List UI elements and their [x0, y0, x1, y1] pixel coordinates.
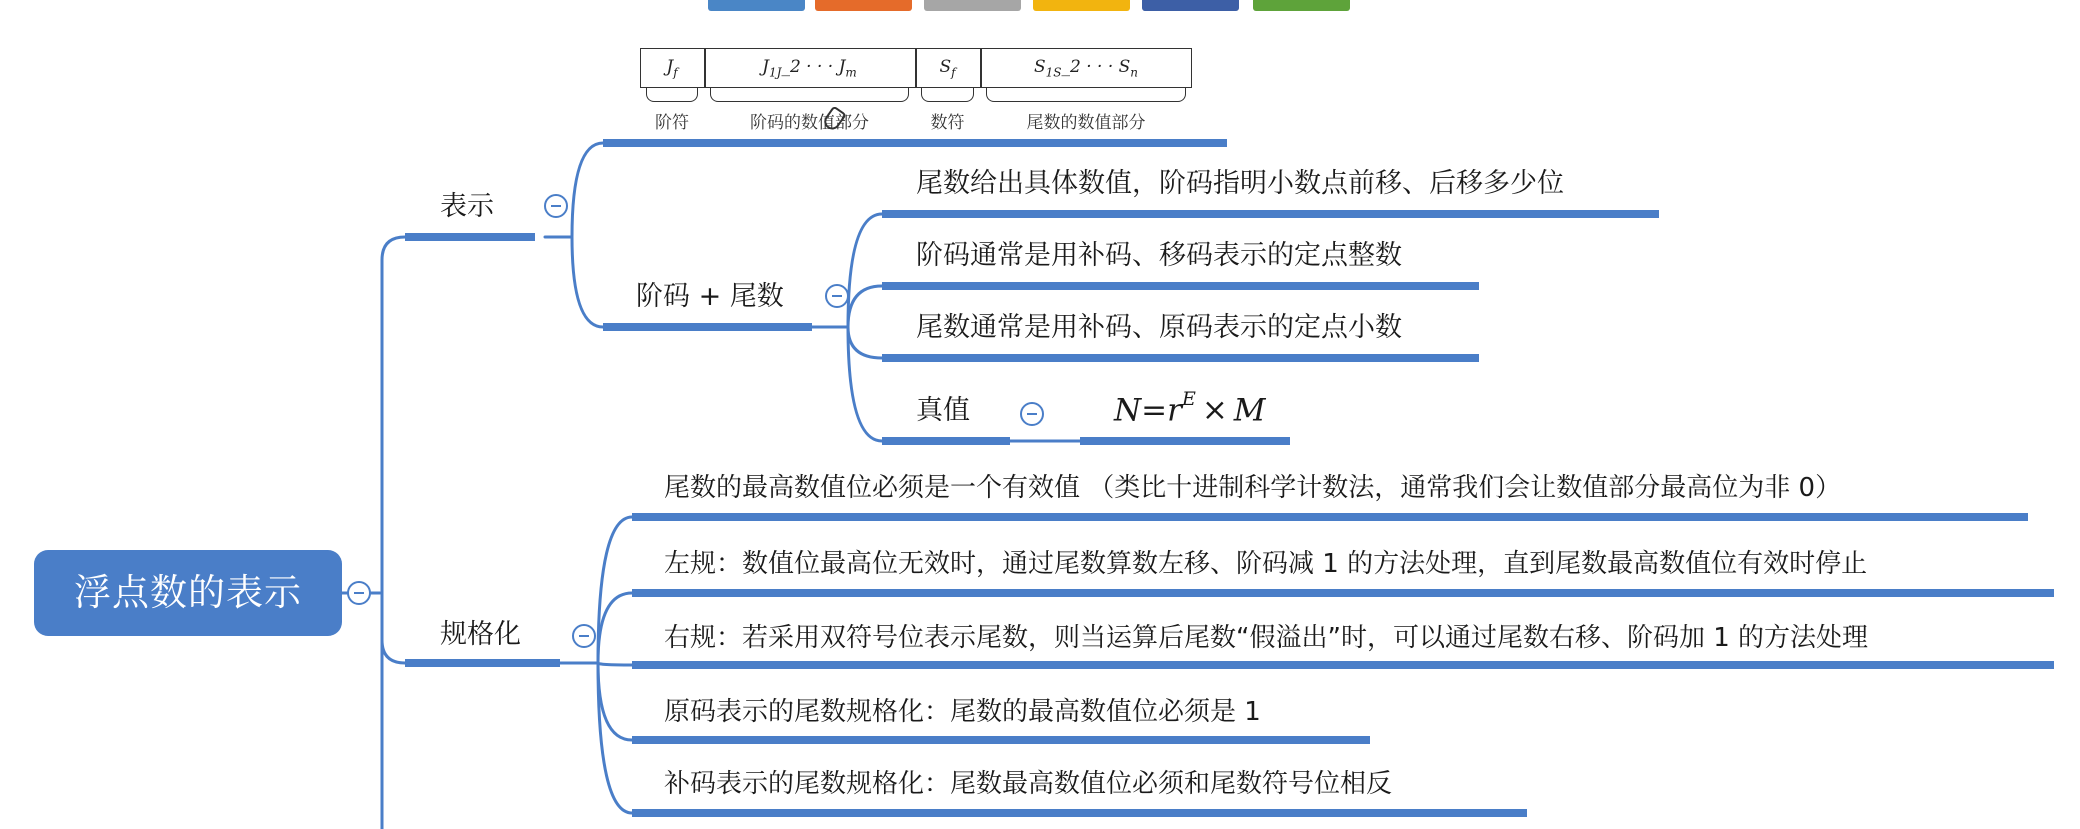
- formula-base: r: [1167, 392, 1182, 429]
- topic-representation[interactable]: [440, 190, 494, 224]
- format-brace: [710, 88, 909, 102]
- collapse-true-value-icon[interactable]: [1020, 402, 1044, 426]
- format-cell-exp-sign: $J_f$: [666, 57, 678, 80]
- format-label-exp-sign: 阶符: [655, 113, 689, 133]
- collapse-normalization-icon[interactable]: [572, 624, 596, 648]
- leaf-normalization-2[interactable]: [664, 547, 1867, 581]
- format-cell-mantissa-sign: $S_f$: [939, 57, 956, 80]
- format-brace: [646, 88, 698, 102]
- topic-representation-label: 表示: [440, 191, 494, 222]
- format-cell-exp-digits: $J_{1J}\_2$ · · · $J_m$: [762, 57, 857, 80]
- topic-exponent-mantissa[interactable]: [636, 280, 784, 314]
- leaf-text: 右规：若采用双符号位表示尾数，则当运算后尾数“假溢出”时，可以通过尾数右移、阶码加 1 的方法处理: [664, 623, 1869, 653]
- true-value-formula: [1114, 388, 1266, 429]
- leaf-normalization-5[interactable]: [664, 767, 1392, 801]
- root-topic-label: 浮点数的表示: [74, 571, 302, 614]
- float-format-diagram: [640, 48, 1192, 148]
- format-brace: [986, 88, 1186, 102]
- formula-rhs: M: [1233, 392, 1266, 429]
- leaf-text: 尾数的最高数值位必须是一个有效值 （类比十进制科学计数法，通常我们会让数值部分最高位为非 0）: [664, 473, 1842, 503]
- format-label-exp-digits: 阶码的数值部分: [750, 113, 869, 133]
- collapse-exponent-mantissa-icon[interactable]: [825, 284, 849, 308]
- leaf-text: 尾数通常是用补码、原码表示的定点小数: [916, 312, 1402, 343]
- topic-exponent-mantissa-label: 阶码 + 尾数: [636, 281, 784, 312]
- root-topic[interactable]: [34, 550, 342, 636]
- leaf-text: 左规：数值位最高位无效时，通过尾数算数左移、阶码减 1 的方法处理，直到尾数最高数值位有效时停止: [664, 549, 1868, 579]
- collapse-representation-icon[interactable]: [544, 194, 568, 218]
- leaf-exp-mantissa-1[interactable]: [916, 167, 1564, 201]
- topic-true-value-label: 真值: [916, 395, 970, 426]
- topic-normalization-label: 规格化: [440, 619, 521, 650]
- leaf-text: 原码表示的尾数规格化：尾数的最高数值位必须是 1: [664, 697, 1261, 727]
- leaf-normalization-3[interactable]: [664, 621, 1868, 655]
- leaf-text: 尾数给出具体数值，阶码指明小数点前移、后移多少位: [916, 168, 1564, 199]
- topic-normalization[interactable]: [440, 618, 521, 652]
- formula-op: ×: [1201, 392, 1228, 429]
- collapse-root-icon[interactable]: [347, 581, 371, 605]
- format-brace: [921, 88, 974, 102]
- leaf-normalization-1[interactable]: [664, 471, 1841, 505]
- topic-true-value[interactable]: [916, 394, 970, 428]
- formula-exp: E: [1181, 388, 1196, 410]
- leaf-normalization-4[interactable]: [664, 695, 1261, 729]
- leaf-exp-mantissa-3[interactable]: [916, 311, 1402, 345]
- formula-lhs: N: [1114, 392, 1142, 429]
- formula-eq: =: [1141, 392, 1168, 429]
- leaf-exp-mantissa-2[interactable]: [916, 239, 1402, 273]
- format-label-mantissa-sign: 数符: [930, 113, 965, 133]
- leaf-text: 补码表示的尾数规格化：尾数最高数值位必须和尾数符号位相反: [664, 769, 1393, 799]
- format-cell-mantissa-digits: $S_{1S}\_2$ · · · $S_n$: [1033, 57, 1139, 80]
- format-label-mantissa-digits: 尾数的数值部分: [1026, 113, 1146, 133]
- leaf-text: 阶码通常是用补码、移码表示的定点整数: [916, 240, 1402, 271]
